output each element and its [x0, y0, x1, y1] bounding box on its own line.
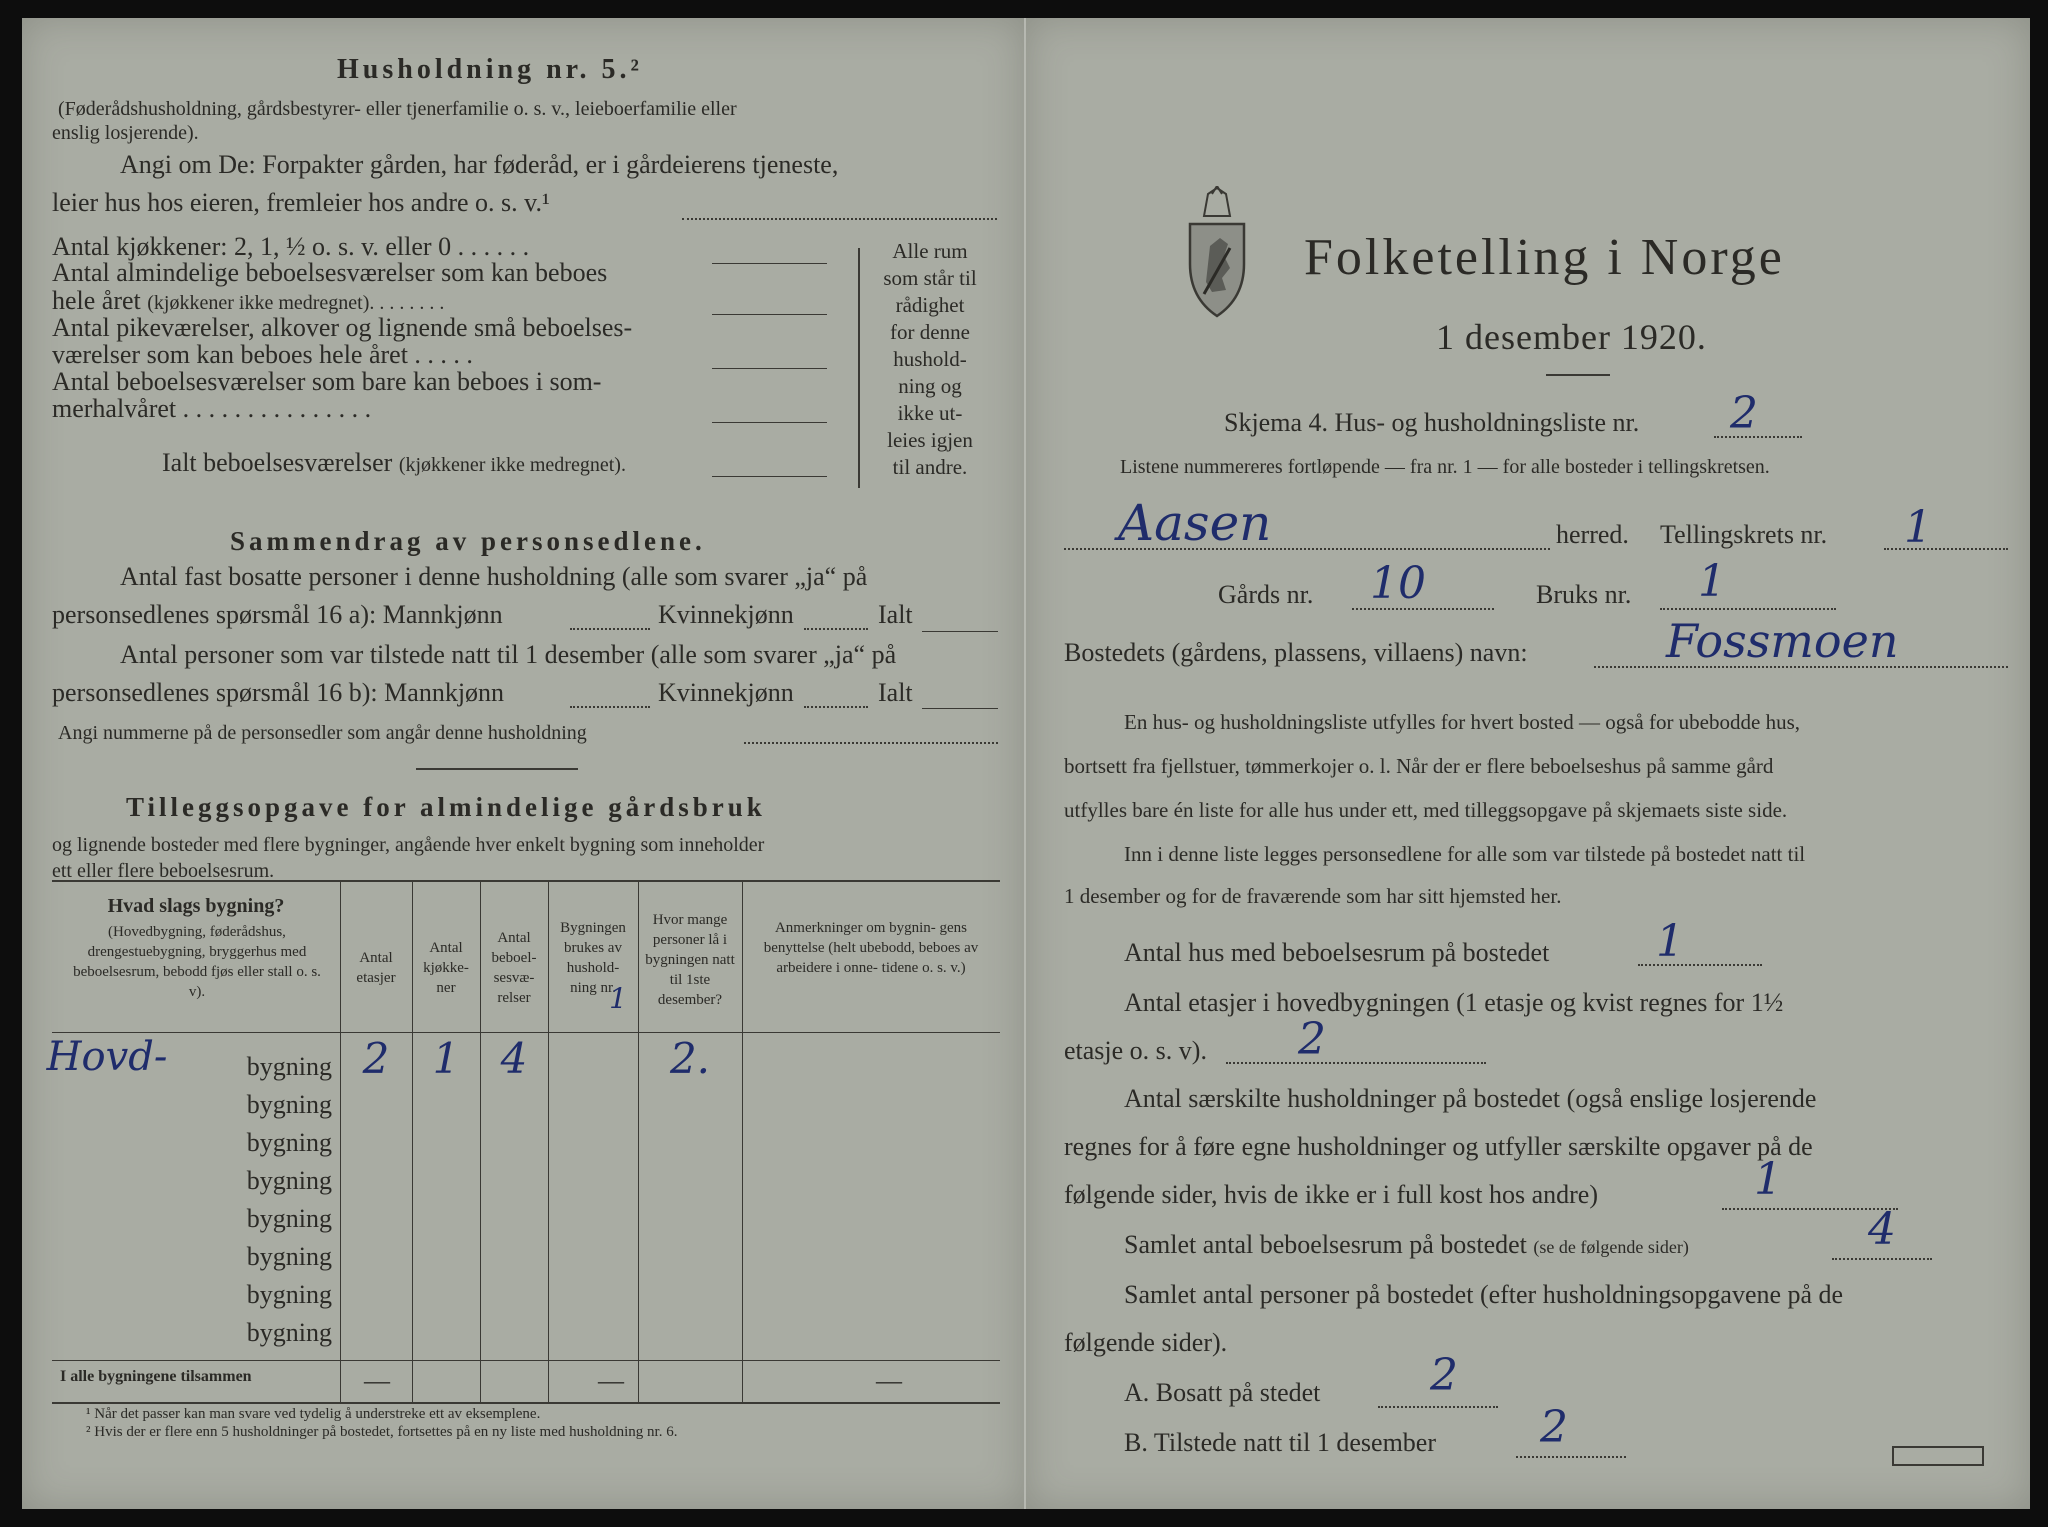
angi-answer-line: [682, 218, 997, 220]
sarskilte-label-3: følgende sider, hvis de ikke er i full kost hos andre): [1064, 1180, 1598, 1209]
etasjer-line: [1226, 1062, 1486, 1064]
total-etasjer-dash: —: [364, 1366, 390, 1395]
angi-nummerne: Angi nummerne på de personsedler som angår denne husholdning: [58, 722, 587, 744]
etasjer-val-hand: 2: [1298, 1014, 1326, 1065]
tilstede-text-2: personsedlenes spørsmål 16 b): Mannkjønn: [52, 678, 505, 707]
sommer-label: Antal beboelsesværelser som bare kan beboes i som-: [52, 367, 602, 396]
building-row-6: bygning: [246, 1242, 332, 1271]
total-hush-dash: —: [598, 1366, 624, 1395]
side-note: Alle rum som står til rådighet for denne hushold- ning og ikke ut- leies igjen til andre.: [883, 239, 977, 479]
samlet-rum-val-hand: 4: [1868, 1204, 1896, 1255]
tillegg-heading: Tilleggsopgave for almindelige gårdsbruk: [126, 792, 766, 822]
fast-kvinne-label: Kvinnekjønn: [658, 600, 794, 629]
building-row-2: bygning: [246, 1090, 332, 1119]
fast-mann-line: [570, 628, 650, 630]
side-brace: [858, 248, 860, 488]
skjema-nr-hand: 2: [1730, 388, 1758, 439]
left-page: [22, 18, 1024, 1509]
krets-label: Tellingskrets nr.: [1660, 520, 1828, 549]
building-row-7: bygning: [246, 1280, 332, 1309]
info-4: Inn i denne liste legges personsedlene for alle som var tilstede på bostedet natt til: [1124, 842, 1806, 866]
col-anmerkninger-header: Anmerkninger om bygnin- gens benyttelse (helt ubebodd, beboes av arbeidere i onne- tidene o. s. v.): [763, 920, 979, 976]
fast-ialt-line: [922, 631, 998, 632]
footnote-1: ¹ Når det passer kan man svare ved tydelig å understreke ett av eksemplene.: [86, 1406, 541, 1422]
row1-kjokken: 1: [432, 1034, 460, 1083]
sammendrag-heading: Sammendrag av personsedlene.: [230, 526, 706, 556]
nummereres-note: Listene nummereres fortløpende — fra nr. 1 — for alle bosteder i tellingskretsen.: [1120, 456, 1770, 478]
ialt-label: Ialt beboelsesværelser (kjøkkener ikke medregnet).: [162, 448, 626, 477]
bruks-line: [1660, 608, 1836, 610]
bosted-name-hand: Fossmoen: [1666, 614, 1899, 668]
skjema-line: [1714, 436, 1802, 438]
norway-coat-of-arms-icon: [1186, 186, 1248, 318]
tilstede-mann-line: [570, 706, 650, 708]
section-divider: [416, 768, 578, 770]
building-row-1: bygning: [246, 1052, 332, 1081]
title-divider: [1546, 374, 1610, 376]
etasjer-label-2: etasje o. s. v).: [1064, 1036, 1207, 1065]
col-type-sub: (Hovedbygning, føderådshus, drengestuebygning, bryggerhus med beboelsesrum, bebodd fjøs eller stall o. s. v).: [73, 924, 321, 1000]
pike-label-2: værelser som kan beboes hele året . . . . .: [52, 340, 473, 369]
building-row-8: bygning: [246, 1318, 332, 1347]
bruks-nr-hand: 1: [1698, 556, 1726, 607]
household-subheading: (Føderådshusholdning, gårdsbestyrer- eller tjenerfamilie o. s. v., leieboerfamilie eller: [58, 98, 737, 120]
building-row-4: bygning: [246, 1166, 332, 1195]
date: 1 desember 1920.: [1436, 317, 1707, 357]
tilstede-kvinne-line: [804, 706, 868, 708]
tilstede-line: [1516, 1456, 1626, 1458]
fast-text-2: personsedlenes spørsmål 16 a): Mannkjønn: [52, 600, 503, 629]
row1-vaerelser: 4: [500, 1034, 528, 1083]
angi-nummerne-line: [744, 742, 998, 744]
ialt-line: [712, 476, 827, 477]
sarskilte-label: Antal særskilte husholdninger på bostedet (også enslige losjerende: [1124, 1084, 1817, 1113]
gards-nr-hand: 10: [1370, 558, 1426, 609]
pike-label: Antal pikeværelser, alkover og lignende små beboelses-: [52, 313, 633, 342]
row1-etasjer: 2: [362, 1034, 390, 1083]
fast-kvinne-line: [804, 628, 868, 630]
alm-line: [712, 314, 827, 315]
building-row-3: bygning: [246, 1128, 332, 1157]
col-personer-header: Hvor mange personer lå i bygningen natt til 1ste desember?: [645, 912, 735, 1008]
col-etasjer-header: Antal etasjer: [356, 950, 396, 986]
col-type-title: Hvad slags bygning?: [107, 895, 285, 917]
info-3: utfylles bare én liste for alle hus under ett, med tilleggsopgave på skjemaets siste side.: [1064, 798, 1788, 822]
info-1: En hus- og husholdningsliste utfylles for hvert bosted — også for ubebodde hus,: [1124, 710, 1800, 734]
sommer-line: [712, 422, 827, 423]
gards-label: Gårds nr.: [1218, 580, 1314, 609]
herred-name-hand: Aasen: [1118, 494, 1272, 552]
sarskilte-label-2: regnes for å føre egne husholdninger og utfyller særskilte opgaver på de: [1064, 1132, 1813, 1161]
tilstede-ialt-label: Ialt: [878, 678, 913, 707]
sarskilte-val-hand: 1: [1754, 1154, 1782, 1205]
angi-text-2: leier hus hos eieren, fremleier hos andre o. s. v.¹: [52, 188, 550, 217]
household-subheading-2: enslig losjerende).: [52, 122, 199, 144]
samlet-rum-line: [1832, 1258, 1932, 1260]
tilstede-label: B. Tilstede natt til 1 desember: [1124, 1428, 1436, 1457]
info-2: bortsett fra fjellstuer, tømmerkojer o. l. Når der er flere beboelseshus på samme gård: [1064, 754, 1774, 778]
right-page: [1026, 18, 2030, 1509]
alm-label-2: hele året (kjøkkener ikke medregnet). . . . . . . .: [52, 286, 445, 315]
tillegg-sub: og lignende bosteder med flere bygninger, angående hver enkelt bygning som inneholder: [52, 834, 765, 856]
pike-line: [712, 368, 827, 369]
samlet-pers-label-2: følgende sider).: [1064, 1328, 1228, 1357]
skjema-label: Skjema 4. Hus- og husholdningsliste nr.: [1224, 408, 1640, 437]
bosted-label: Bostedets (gårdens, plassens, villaens) navn:: [1064, 638, 1528, 667]
row1-type-hand: Hovd-: [46, 1034, 168, 1080]
building-table: [46, 880, 1000, 1404]
building-row-5: bygning: [246, 1204, 332, 1233]
household-heading: Husholdning nr. 5.²: [337, 54, 643, 85]
bosatt-label: A. Bosatt på stedet: [1124, 1378, 1321, 1407]
tilstede-text: Antal personer som var tilstede natt til 1 desember (alle som svarer „ja“ på: [120, 640, 897, 669]
kjokkener-label: Antal kjøkkener: 2, 1, ½ o. s. v. eller 0 . . . . . .: [52, 232, 530, 261]
footnote-2: ² Hvis der er flere enn 5 husholdninger på bostedet, fortsettes på en ny liste med husholdning nr. 6.: [86, 1424, 678, 1440]
total-anm-dash: —: [876, 1366, 902, 1395]
kjokkener-line: [712, 263, 827, 264]
tilstede-kvinne-label: Kvinnekjønn: [658, 678, 794, 707]
info-5: 1 desember og for de fraværende som har sitt hjemsted her.: [1064, 884, 1562, 908]
tillegg-sub-2: ett eller flere beboelsesrum.: [52, 860, 275, 882]
printer-stamp: [1892, 1446, 1984, 1466]
bruks-label: Bruks nr.: [1536, 580, 1632, 609]
title: Folketelling i Norge: [1304, 229, 1785, 286]
row1-personer: 2.: [669, 1034, 711, 1083]
krets-nr-hand: 1: [1904, 502, 1932, 553]
total-label: I alle bygningene tilsammen: [60, 1368, 252, 1385]
samlet-pers-label: Samlet antal personer på bostedet (efter husholdningsopgavene på de: [1124, 1280, 1844, 1309]
samlet-rum-label: Samlet antal beboelsesrum på bostedet (se de følgende sider): [1124, 1230, 1689, 1259]
tilstede-ialt-line: [922, 708, 998, 709]
etasjer-label: Antal etasjer i hovedbygningen (1 etasje og kvist regnes for 1½: [1124, 988, 1784, 1017]
alm-label: Antal almindelige beboelsesværelser som kan beboes: [52, 258, 608, 287]
herred-label: herred.: [1556, 520, 1629, 549]
col-kjokken-header: Antal kjøkke- ner: [423, 940, 469, 996]
bosatt-line: [1378, 1406, 1498, 1408]
fast-ialt-label: Ialt: [878, 600, 913, 629]
col-vaerelser-header: Antal beboel- sesvæ- relser: [491, 930, 537, 1006]
hus-label: Antal hus med beboelsesrum på bostedet: [1124, 938, 1550, 967]
krets-line: [1884, 548, 2008, 550]
bosatt-val-hand: 2: [1430, 1350, 1458, 1401]
col-husholdning-header: Bygningen brukes av hushold- ning nr.: [560, 920, 626, 996]
header-hush-hand: 1: [609, 982, 627, 1015]
sommer-label-2: merhalvåret . . . . . . . . . . . . . . .: [52, 394, 372, 423]
tilstede-val-hand: 2: [1540, 1402, 1568, 1453]
fast-text: Antal fast bosatte personer i denne husholdning (alle som svarer „ja“ på: [120, 562, 868, 591]
angi-text: Angi om De: Forpakter gården, har føderåd, er i gårdeierens tjeneste,: [120, 150, 839, 179]
hus-val-hand: 1: [1656, 916, 1684, 967]
